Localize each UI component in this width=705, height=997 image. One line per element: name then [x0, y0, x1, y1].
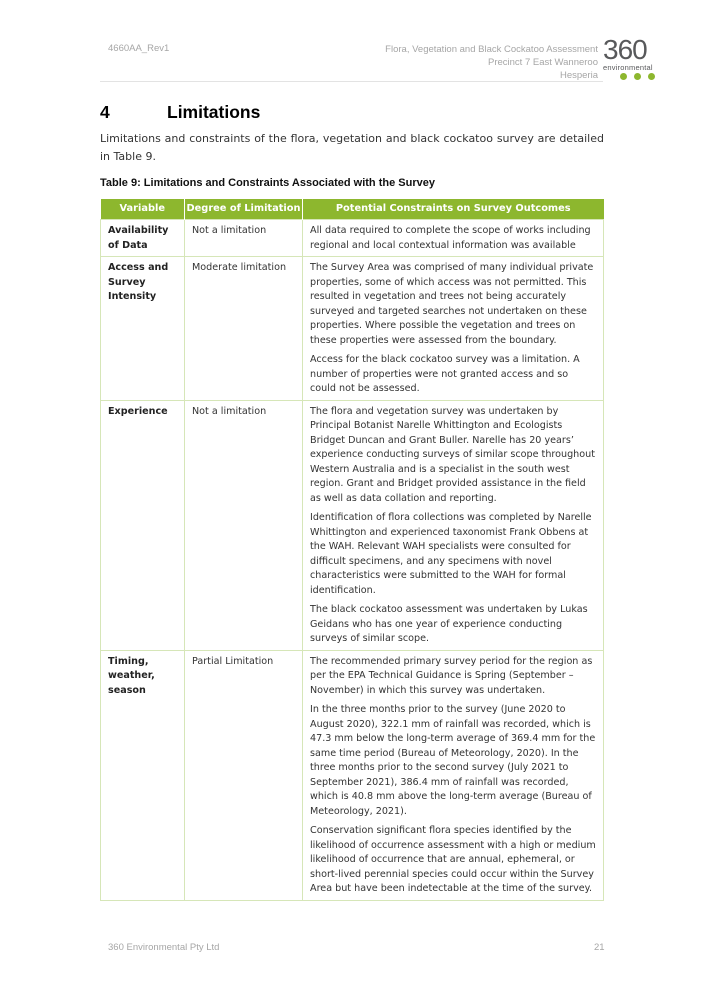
row-variable: Timing, weather, season	[101, 650, 185, 900]
constraint-paragraph: The recommended primary survey period for the region as per the EPA Technical Guidance is Spring (September – November) in which this survey was undertaken.	[310, 655, 593, 696]
document-title-line: Hesperia	[559, 70, 598, 81]
document-title-line: Flora, Vegetation and Black Cockatoo Assessment	[385, 44, 598, 55]
header-divider	[100, 81, 603, 82]
company-logo	[603, 34, 671, 80]
constraint-paragraph: The flora and vegetation survey was undertaken by Principal Botanist Narelle Whittington and Ecologists Bridget Duncan and Grant Buller. Narelle has 20 years’ experience conducting surveys of similar scope throughout Western Australia and is a specialist in the south west region. Grant and Bridget provided assistance in the field as well as data collation and reporting.	[310, 405, 595, 504]
constraint-paragraph: Conservation significant flora species identified by the likelihood of occurrence assessment with a high or medium likelihood of occurrence that are annual, ephemeral, or short-lived perennial species could occur within the Survey Area but have been indetectable at the time of the survey.	[310, 825, 596, 894]
section-title: Limitations	[167, 102, 261, 122]
footer-company: 360 Environmental Pty Ltd	[108, 942, 220, 953]
row-degree: Moderate limitation	[185, 257, 303, 401]
logo-word: environmental	[603, 63, 653, 72]
constraint-paragraph: Access for the black cockatoo survey was a limitation. A number of properties were not granted access and so could not be assessed.	[310, 354, 580, 394]
constraint-paragraph: The black cockatoo assessment was undertaken by Lukas Geidans who has one year of experience conducting surveys of similar scope.	[310, 604, 588, 644]
row-variable: Experience	[101, 400, 185, 650]
constraint-paragraph: All data required to complete the scope of works including regional and local contextual information was available	[310, 225, 591, 251]
row-constraints	[303, 257, 604, 401]
document-title	[298, 43, 598, 82]
logo-dots	[620, 73, 671, 80]
row-degree: Not a limitation	[185, 400, 303, 650]
document-title-line: Precinct 7 East Wanneroo	[487, 57, 598, 68]
section-number: 4	[100, 102, 110, 122]
table-row	[101, 400, 604, 650]
page-number: 21	[594, 942, 605, 953]
table-row	[101, 220, 604, 257]
row-variable: Access and Survey Intensity	[101, 257, 185, 401]
header-variable: Variable	[101, 199, 185, 220]
row-variable: Availability of Data	[101, 220, 185, 257]
row-constraints	[303, 650, 604, 900]
row-constraints	[303, 400, 604, 650]
row-degree: Not a limitation	[185, 220, 303, 257]
constraint-paragraph: In the three months prior to the survey (June 2020 to August 2020), 322.1 mm of rainfall was recorded, which is 47.3 mm below the long-term average of 369.4 mm for the same time period (Bureau of Meteorology, 2020). In the three months prior to the second survey (July 2021 to September 2021), 386.4 mm of rainfall was recorded, which is 40.8 mm above the long-term average (Bureau of Meteorology, 2021).	[310, 704, 596, 817]
intro-paragraph: Limitations and constraints of the flora, vegetation and black cockatoo survey are detailed in Table 9.	[100, 132, 604, 163]
logo-number: 360	[603, 34, 647, 65]
row-degree: Partial Limitation	[185, 650, 303, 900]
table-row	[101, 650, 604, 900]
table-row	[101, 257, 604, 401]
header-degree: Degree of Limitation	[185, 199, 303, 220]
document-reference: 4660AA_Rev1	[108, 43, 170, 54]
section-heading	[100, 102, 260, 123]
constraint-paragraph: The Survey Area was comprised of many individual private properties, some of which access was not permitted. This resulted in vegetation and trees not being accurately surveyed and targeted searches not undertaken on these properties. Where possible the vegetation and trees on these properties were assessed from the boundary.	[310, 262, 594, 346]
table-header-row	[101, 199, 604, 220]
constraint-paragraph: Identification of flora collections was completed by Narelle Whittington and experienced taxonomist Frank Obbens at the WAH. Relevant WAH specialists were consulted for difficult specimens, and any specimens with novel characteristics were submitted to the WAH for formal identification.	[310, 512, 592, 596]
header-constraints: Potential Constraints on Survey Outcomes	[303, 199, 604, 220]
limitations-table	[100, 199, 604, 901]
row-constraints	[303, 220, 604, 257]
table-caption: Table 9: Limitations and Constraints Associated with the Survey	[100, 177, 435, 189]
